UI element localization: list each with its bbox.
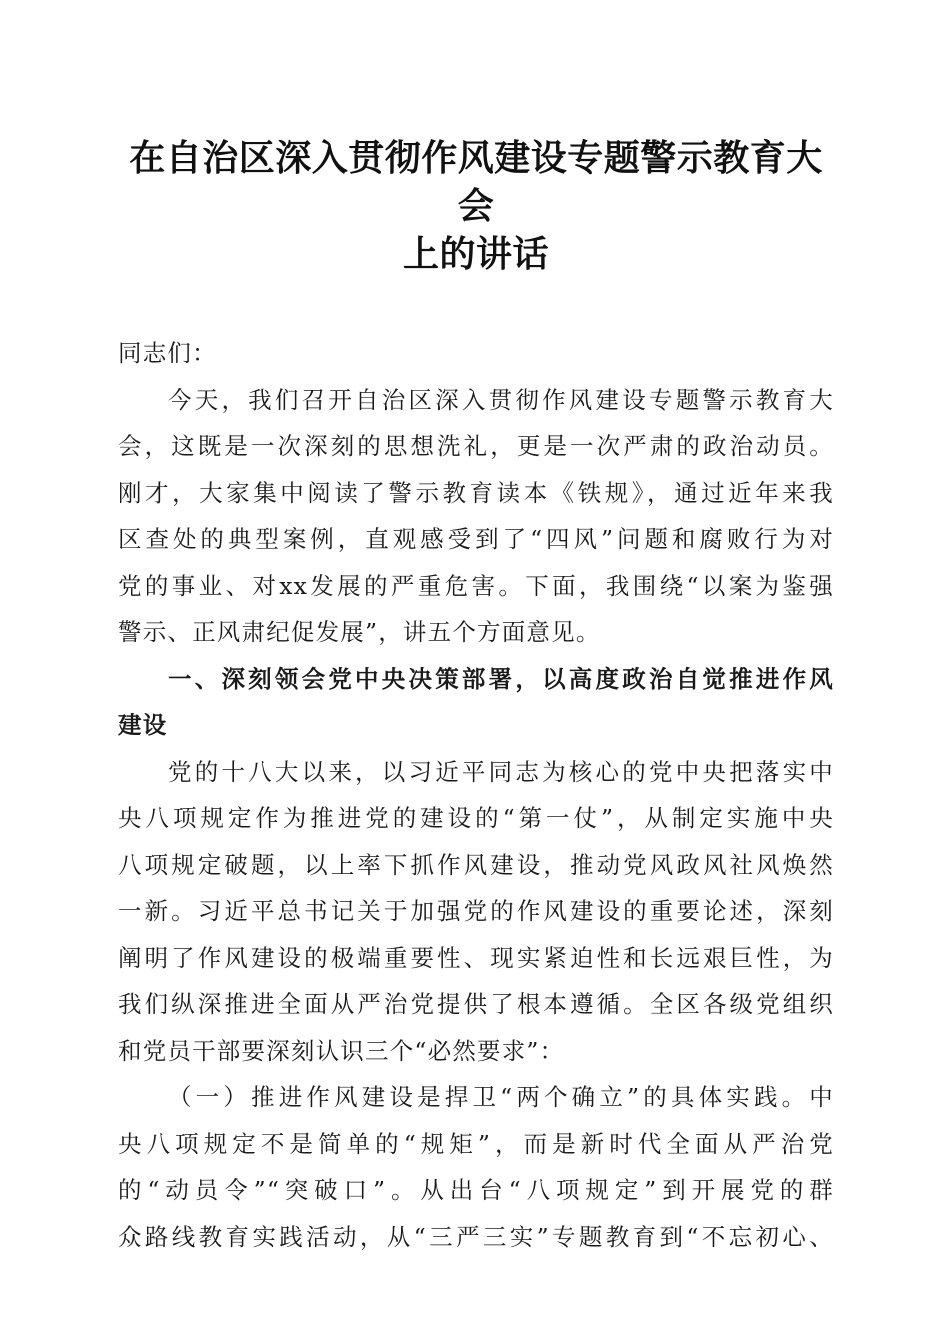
paragraph-line: 一新。习近平总书记关于加强党的作风建设的重要论述，深刻 (118, 897, 834, 925)
title-line-1: 在自治区深入贯彻作风建设专题警示教育大会 (129, 137, 823, 227)
paragraph-line: 和党员干部要深刻认识三个“必然要求”： (118, 1036, 565, 1065)
paragraph-line: 警示、正风肃纪促发展”，讲五个方面意见。 (118, 618, 601, 646)
title-line-2: 上的讲话 (402, 233, 549, 275)
paragraph-line: （一）推进作风建设是捍卫“两个确立”的具体实践。中 (168, 1083, 834, 1111)
paragraph-line: 央八项规定不是简单的“规矩”，而是新时代全面从严治党 (118, 1129, 834, 1158)
document-title (118, 0, 834, 278)
section-heading-1 (118, 656, 834, 749)
paragraph-line: 区查处的典型案例，直观感受到了“四风”问题和腐败行为对 (118, 525, 834, 553)
paragraph-line: 众路线教育实践活动，从“三严三实”专题教育到“不忘初心、 (118, 1222, 834, 1251)
salutation: 同志们： (118, 339, 217, 367)
paragraph-subsection-1 (118, 1074, 834, 1260)
paragraph-line: 的“动员令”“突破口”。从出台“八项规定”到开展党的群 (118, 1176, 834, 1204)
paragraph-line: 党的事业、对xx发展的严重危害。下面，我围绕“以案为鉴强 (118, 571, 834, 600)
paragraph-line: 今天，我们召开自治区深入贯彻作风建设专题警示教育大 (168, 385, 834, 414)
heading-line: 一、深刻领会党中央决策部署，以高度政治自觉推进作风 (168, 664, 834, 693)
document-body (118, 330, 834, 1260)
document-page (118, 0, 834, 1260)
paragraph-line: 阐明了作风建设的极端重要性、现实紧迫性和长远艰巨性，为 (118, 943, 834, 972)
paragraph-line: 会，这既是一次深刻的思想洗礼，更是一次严肃的政治动员。 (118, 432, 834, 460)
heading-line: 建设 (118, 711, 168, 739)
paragraph-line: 党的十八大以来，以习近平同志为核心的党中央把落实中 (168, 757, 834, 786)
paragraph-line: 我们纵深推进全面从严治党提供了根本遵循。全区各级党组织 (118, 990, 834, 1018)
paragraph-line: 央八项规定作为推进党的建设的“第一仗”，从制定实施中央 (118, 804, 834, 832)
paragraph-intro (118, 377, 834, 656)
paragraph-line: 八项规定破题，以上率下抓作风建设，推动党风政风社风焕然 (118, 850, 834, 879)
paragraph-line: 刚才，大家集中阅读了警示教育读本《铁规》，通过近年来我 (118, 478, 834, 507)
paragraph-section-1 (118, 749, 834, 1075)
